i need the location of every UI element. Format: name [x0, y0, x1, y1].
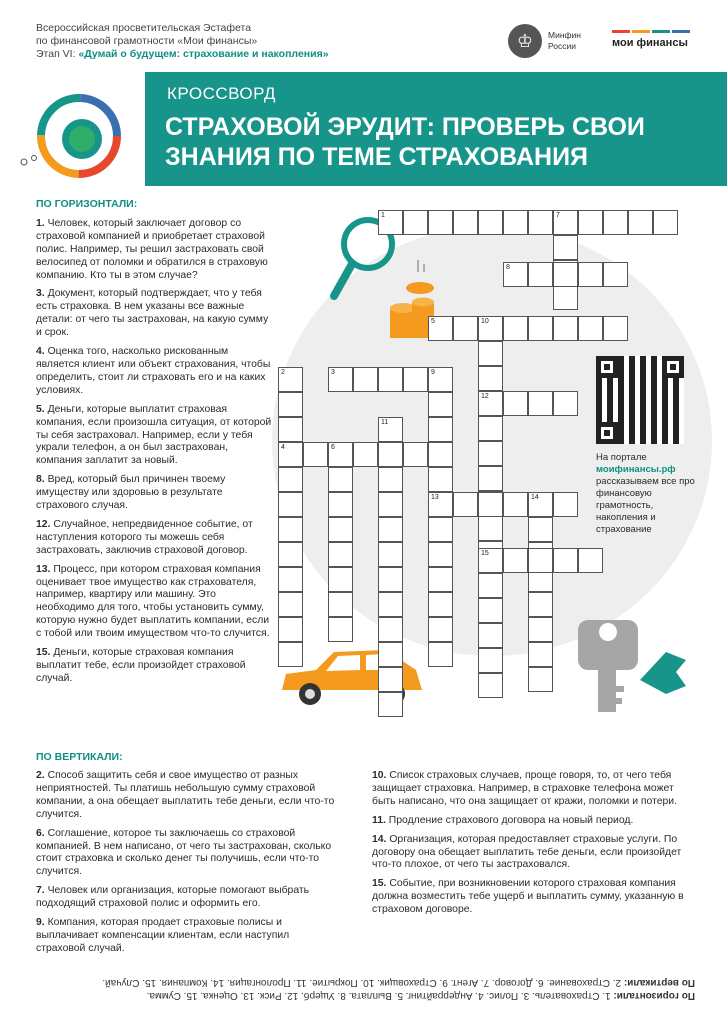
crossword-cell[interactable]: 14 — [528, 492, 553, 517]
clue-text: Деньги, которые выплатит страховая компания, если произошла ситуация, от которой ты себя застраховал. Например, если у тебя украли телефон, а он был застрахован, компания заплатит за новый. — [36, 403, 272, 467]
clue-text: Случайное, непредвиденное событие, от наступления которого ты можешь себя застраховать, заключив страховой договор. — [36, 518, 253, 556]
answers-horizontal — [30, 989, 695, 1002]
crossword-cell[interactable] — [578, 316, 603, 341]
crossword-cell[interactable] — [428, 210, 453, 235]
crossword-cell[interactable] — [528, 391, 553, 416]
portal-note — [596, 452, 706, 536]
crossword-cell[interactable] — [278, 392, 303, 417]
clue-number: 5. — [36, 403, 48, 415]
clue-number: 15. — [372, 878, 390, 890]
clue-item — [36, 288, 272, 340]
banner-subtitle: КРОССВОРД — [167, 84, 276, 103]
clue-text: Человек, который заключает договор со страховой компанией и приобретает страховой полис. Например, ты решил застраховать свой велосипед от поломки и обратился в страховую компанию. Кто ты в этом случае? — [36, 217, 268, 281]
answers-vertical — [30, 976, 695, 989]
clue-number: 6. — [36, 827, 48, 839]
crossword-cell[interactable] — [503, 492, 528, 517]
crossword-cell[interactable] — [653, 210, 678, 235]
crossword-cell[interactable] — [428, 442, 453, 467]
crossword-cell[interactable] — [578, 210, 603, 235]
crossword-cell[interactable]: 13 — [428, 492, 453, 517]
crossword-cell[interactable] — [503, 391, 528, 416]
clue-number: 13. — [36, 563, 54, 575]
crossword-cell[interactable] — [428, 517, 453, 542]
clue-item — [36, 885, 336, 911]
crossword-cell[interactable] — [528, 262, 553, 287]
header-stage — [36, 48, 329, 61]
crossword-cell[interactable] — [478, 573, 503, 598]
clue-text: Способ защитить себя и свое имущество от разных неприятностей. Ты платишь небольшую сумму страховой компании, а она обещает выплатить тебе деньги, если что-то случится. — [36, 770, 335, 820]
crossword-cell[interactable] — [553, 391, 578, 416]
portal-link[interactable]: моифинансы.рф — [596, 464, 676, 475]
crossword-cell[interactable] — [503, 316, 528, 341]
qr-code[interactable] — [596, 356, 684, 444]
clue-number: 15. — [36, 647, 54, 659]
crossword-cell[interactable] — [378, 517, 403, 542]
crossword-cell[interactable] — [378, 542, 403, 567]
crossword-cell[interactable] — [603, 210, 628, 235]
crossword-cell[interactable] — [478, 492, 503, 517]
crossword-cell[interactable] — [353, 367, 378, 392]
crossword-cell[interactable] — [528, 592, 553, 617]
clue-item — [36, 564, 272, 641]
clue-item — [36, 828, 336, 880]
minfin-logo — [508, 24, 581, 58]
crossword-cell[interactable] — [428, 567, 453, 592]
title-banner — [145, 72, 727, 186]
clue-text: Процесс, при котором страховая компания оценивает твое имущество как страхователя, например, квартиру или машину. Это необходимо для того, чтобы установить сумму, которую нужно будет выплатить компании, если с тобой или твоим имуществом что-то случится. — [36, 563, 270, 640]
crossword-cell[interactable] — [478, 623, 503, 648]
crossword-cell[interactable]: 3 — [328, 367, 353, 392]
key-icon — [574, 600, 694, 716]
clue-text: Вред, который был причинен твоему имуществу или здоровью в результате страхового случая. — [36, 474, 226, 512]
stage-name: «Думай о будущем: страхование и накопления» — [78, 48, 329, 60]
crossword-cell[interactable] — [378, 442, 403, 467]
portal-text: рассказываем все про финансовую грамотность, накопления и страхование — [596, 476, 695, 535]
answers-upside-down — [30, 976, 695, 1002]
crossword-cell[interactable] — [378, 492, 403, 517]
crossword-cell[interactable] — [603, 316, 628, 341]
clue-text: Событие, при возникновении которого страховая компания должна возместить тебе ущерб и выплатить сумму, указанную в страховом договоре. — [372, 878, 684, 916]
vertical-heading: ПО ВЕРТИКАЛИ: — [36, 751, 123, 763]
clue-number: 1. — [36, 217, 48, 229]
clue-text: Оценка того, насколько рискованным является клиент или объект страхования, чтобы определить, стоит ли страховать его и на каких условиях. — [36, 346, 271, 396]
crossword-cell[interactable] — [353, 442, 378, 467]
crossword-cell[interactable] — [478, 516, 503, 541]
crossword-cell[interactable] — [328, 567, 353, 592]
eagle-emblem-icon: ♔ — [508, 24, 542, 58]
clue-item — [372, 834, 692, 873]
crossword-cell[interactable] — [478, 366, 503, 391]
clue-item — [372, 815, 692, 828]
crossword-cell[interactable] — [478, 598, 503, 623]
crossword-cell[interactable] — [403, 210, 428, 235]
crossword-cell[interactable] — [628, 210, 653, 235]
header-line-2: по финансовой грамотности «Мои финансы» — [36, 35, 258, 47]
crossword-cell[interactable] — [428, 417, 453, 442]
clue-number: 8. — [36, 474, 48, 486]
crossword-cell[interactable]: 9 — [428, 367, 453, 392]
clue-item — [36, 770, 336, 822]
crossword-cell[interactable]: 8 — [503, 262, 528, 287]
crossword-cell[interactable] — [278, 467, 303, 492]
clue-item — [36, 519, 272, 558]
crossword-cell[interactable] — [478, 210, 503, 235]
crossword-cell[interactable] — [328, 492, 353, 517]
crossword-cell[interactable]: 4 — [278, 442, 303, 467]
crossword-cell[interactable]: 11 — [378, 417, 403, 442]
russia-label: России — [548, 41, 577, 51]
brand-color-bars — [612, 30, 690, 33]
crossword-cell[interactable] — [453, 492, 478, 517]
crossword-cell[interactable] — [453, 210, 478, 235]
clue-text: Соглашение, которое ты заключаешь со страховой компанией. В нем написано, от чего ты застрахован, сколько стоит страховка и сколько денег ты получишь, если что-то случится. — [36, 827, 332, 878]
crossword-cell[interactable] — [578, 262, 603, 287]
minfin-label: Минфин — [548, 30, 581, 40]
crossword-cell[interactable] — [328, 517, 353, 542]
crossword-cell[interactable] — [528, 617, 553, 642]
clue-item — [36, 218, 272, 283]
clue-text: Компания, которая продает страховые полисы и выплачивает компенсации клиентам, если наступил страховой случай. — [36, 917, 290, 954]
clue-text: Продление страхового договора на новый период. — [388, 814, 634, 826]
crossword-cell[interactable] — [278, 492, 303, 517]
header-text — [36, 22, 329, 61]
clue-number: 9. — [36, 917, 48, 929]
crossword-cell[interactable] — [278, 567, 303, 592]
relay-logo — [14, 74, 134, 184]
crossword-cell[interactable] — [278, 542, 303, 567]
clue-item — [36, 647, 272, 686]
stage-prefix: Этап VI: — [36, 48, 79, 60]
crossword-cell[interactable] — [603, 262, 628, 287]
crossword-cell[interactable] — [378, 592, 403, 617]
crossword-cell[interactable] — [278, 592, 303, 617]
crossword-cell[interactable] — [378, 642, 403, 667]
clue-item — [36, 346, 272, 398]
crossword-cell[interactable] — [428, 467, 453, 492]
crossword-cell[interactable] — [278, 517, 303, 542]
crossword-cell[interactable] — [503, 548, 528, 573]
crossword-cell[interactable]: 15 — [478, 548, 503, 573]
crossword-cell[interactable] — [328, 617, 353, 642]
crossword-cell[interactable] — [478, 673, 503, 698]
crossword-cell[interactable] — [553, 285, 578, 310]
crossword-cell[interactable] — [553, 316, 578, 341]
crossword-cell[interactable] — [428, 642, 453, 667]
crossword-cell[interactable] — [578, 548, 603, 573]
crossword-cell[interactable]: 1 — [378, 210, 403, 235]
crossword-cell[interactable] — [528, 316, 553, 341]
crossword-cell[interactable] — [478, 648, 503, 673]
header-line-1: Всероссийская просветительская Эстафета — [36, 22, 252, 34]
brand-name: мои финансы — [612, 37, 688, 49]
answers-v-label: По вертикали: — [623, 977, 695, 988]
crossword-cell[interactable] — [278, 617, 303, 642]
clue-item — [36, 474, 272, 513]
banner-title: СТРАХОВОЙ ЭРУДИТ: ПРОВЕРЬ СВОИ ЗНАНИЯ ПО ТЕМЕ СТРАХОВАНИЯ — [165, 113, 645, 171]
answers-v-text: 2. Страхование. 6. Договор. 7. Агент. 9. Страховщик. 10. Покрытие. 11. Пролонгация. 14. Компания. 15. Случай. — [102, 977, 622, 988]
clue-number: 11. — [372, 814, 389, 826]
clue-item — [372, 878, 692, 917]
horizontal-heading: ПО ГОРИЗОНТАЛИ: — [36, 198, 138, 210]
crossword-cell[interactable]: 2 — [278, 367, 303, 392]
crossword-cell[interactable] — [403, 367, 428, 392]
clue-number: 12. — [36, 518, 54, 530]
clue-number: 4. — [36, 346, 48, 358]
vertical-clues-col2 — [372, 770, 692, 923]
crossword-cell[interactable] — [478, 416, 503, 441]
crossword-cell[interactable] — [378, 617, 403, 642]
clue-number: 3. — [36, 288, 48, 300]
crossword-cell[interactable] — [453, 316, 478, 341]
crossword-cell[interactable] — [278, 642, 303, 667]
crossword-cell[interactable]: 5 — [428, 316, 453, 341]
clue-text: Список страховых случаев, проще говоря, то, от чего тебя защищает страховка. Например, в страховке телефона может быть написано, что она защищает от кражи, поломки и потери. — [372, 770, 678, 807]
portal-prefix: На портале — [596, 452, 647, 463]
crossword-cell[interactable] — [303, 442, 328, 467]
crossword-cell[interactable] — [553, 262, 578, 287]
crossword-cell[interactable] — [328, 542, 353, 567]
crossword-cell[interactable] — [378, 467, 403, 492]
answers-h-text: 1. Страхователь. 3. Полис. 4. Андеррайтинг. 5. Выплата. 8. Ущерб. 12. Риск. 13. Оценка. 15. Сумма. — [146, 990, 611, 1001]
crossword-cell[interactable] — [328, 467, 353, 492]
crossword-cell[interactable] — [428, 542, 453, 567]
horizontal-clues — [36, 198, 272, 692]
crossword-cell[interactable] — [328, 592, 353, 617]
minfin-text — [548, 30, 581, 52]
clue-text: Деньги, которые страховая компания выплатит тебе, если произойдет страховой случай. — [36, 647, 246, 684]
crossword-cell[interactable] — [528, 642, 553, 667]
clue-number: 10. — [372, 770, 390, 781]
crossword-cell[interactable] — [428, 617, 453, 642]
answers-h-label: По горизонтали: — [613, 990, 695, 1001]
clue-number: 14. — [372, 833, 390, 845]
clue-number: 2. — [36, 770, 48, 781]
vertical-clues-col1 — [36, 770, 336, 962]
clue-number: 7. — [36, 885, 48, 897]
crossword-cell[interactable]: 7 — [553, 210, 578, 235]
crossword-cell[interactable] — [503, 210, 528, 235]
crossword-cell[interactable] — [528, 517, 553, 542]
crossword-cell[interactable] — [553, 548, 578, 573]
crossword-cell[interactable] — [428, 392, 453, 417]
crossword-cell[interactable] — [528, 210, 553, 235]
clue-text: Организация, которая предоставляет страховые услуги. По договору она обещает выплатить тебе деньги, если произойдет что-то плохое, от чего ты застраховался. — [372, 833, 682, 871]
crossword-cell[interactable]: 12 — [478, 391, 503, 416]
crossword-cell[interactable] — [478, 441, 503, 466]
crossword-cell[interactable] — [278, 417, 303, 442]
crossword-cell[interactable] — [378, 692, 403, 717]
crossword-cell[interactable] — [378, 567, 403, 592]
clue-item — [372, 770, 692, 809]
clue-item — [36, 404, 272, 469]
crossword-cell[interactable] — [528, 667, 553, 692]
crossword-cell[interactable]: 6 — [328, 442, 353, 467]
crossword-cell[interactable] — [403, 442, 428, 467]
crossword-cell[interactable] — [428, 592, 453, 617]
crossword-cell[interactable] — [478, 341, 503, 366]
crossword-cell[interactable] — [553, 492, 578, 517]
moi-finansy-logo — [612, 30, 690, 49]
clue-text: Человек или организация, которые помогают выбрать подходящий страховой полис и оформить его. — [36, 885, 310, 910]
clue-item — [36, 917, 336, 956]
crossword-cell[interactable] — [478, 466, 503, 491]
crossword-cell[interactable] — [378, 367, 403, 392]
crossword-cell[interactable] — [528, 548, 553, 573]
crossword-cell[interactable] — [378, 667, 403, 692]
crossword-cell[interactable]: 10 — [478, 316, 503, 341]
clue-text: Документ, который подтверждает, что у тебя есть страховка. В нем указаны все важные детали: от чего ты застрахован, на какую сумму и срок. — [36, 288, 269, 339]
crossword-cell[interactable] — [553, 235, 578, 260]
